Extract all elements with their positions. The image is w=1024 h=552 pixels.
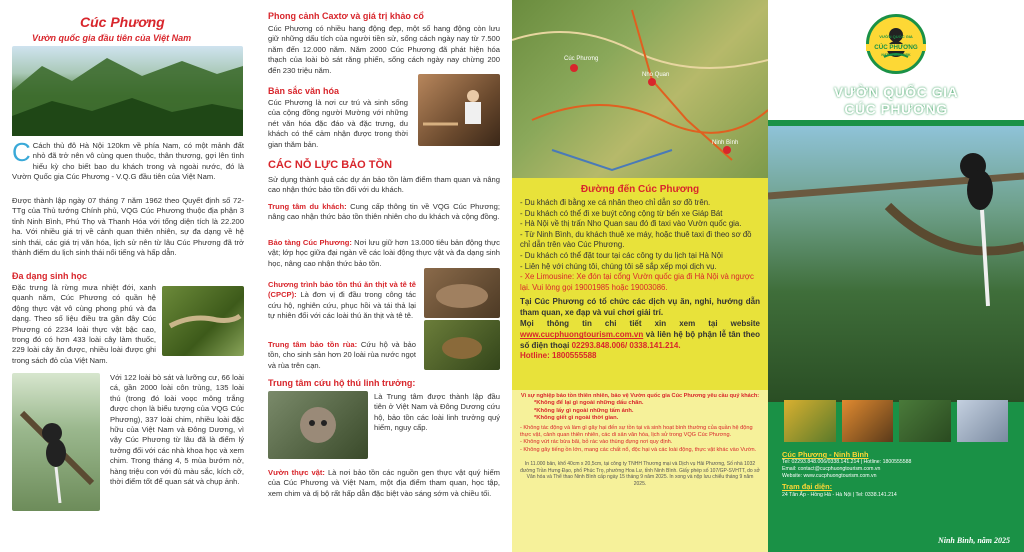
thumb-butterfly <box>784 400 836 442</box>
phone-numbers: 02293.848.006/ 0338.141.214. <box>571 341 681 351</box>
turtle-label: Trung tâm bảo tồn rùa: <box>268 340 358 349</box>
contact-info <box>520 318 760 351</box>
map-shapes <box>512 0 768 178</box>
bio-text-2: Với 122 loài bò sát và lưỡng cư, 66 loài cá, gần 2000 loài côn trùng, 135 loài thú (trong đó loài voọc mông trắng được chọn là biểu tượng của VQG Cúc Phương), 337 loài chim, nhiều loài đặc hữu của Việt Nam và Đông Dương, vì vậy Cúc Phương từ lâu đã là điểm lý tưởng đối với các nhà khoa học và xem chim. Trong tháng 4, 5 mùa bướm nở, hàng triệu con với đủ màu sắc, kích cỡ, thời điểm tốt để quan sát và chụp ảnh. <box>110 373 244 487</box>
route-4: - Từ Ninh Bình, du khách thuê xe máy, hoặc thuê taxi đi theo sơ đồ chỉ dẫn trên vào Cúc Phương. <box>520 229 752 250</box>
rules-title: Vì sự nghiệp bảo tồn thiên nhiên, bảo vệ Vườn quốc gia Cúc Phương yêu cầu quý khách: <box>520 393 760 399</box>
hotline: Hotline: 1800555588 <box>520 351 597 361</box>
imprint: In 11.000 bản, khổ 40cm x 20,5cm, tại công ty TNHH Thương mại và Dịch vụ Hải Phương, Số nhà 1032 đường Trần Hưng Đạo, phố Phúc Trọ, phường Hoa Lư, tỉnh Ninh Bình. Giấy phép số 107/GP-SVHTT, do sở Văn hóa và Thể thao Ninh Bình cấp ngày 15 tháng 9 năm 2025. In xong và nộp lưu chiểu tháng 9 năm 2025. <box>520 460 760 488</box>
contact-web-1[interactable]: Website: www.cucphuongtourism.com.vn <box>782 473 877 479</box>
cpcp-label: Chương trình bảo tồn thú ăn thịt và tê tê (CPCP): <box>268 280 416 300</box>
rule-star-1: *Không để lại gì ngoài những dấu chân. <box>534 400 644 407</box>
services-text: Tại Cúc Phương có tổ chức các dịch vụ ăn, nghỉ, hướng dẫn tham quan, xe đạp và vui chơi giải trí. <box>520 297 760 318</box>
primate-text: Là Trung tâm được thành lập đầu tiên ở Việt Nam và Đông Dương cứu hộ, bảo tồn các loài linh trưởng quý hiếm, nguy cấp. <box>374 392 500 433</box>
route-2: - Du khách có thể đi xe buýt công cộng từ bến xe Giáp Bát <box>520 208 723 218</box>
pangolin-icon <box>424 268 500 318</box>
langur-tree-photo <box>12 373 100 511</box>
cpcp-body: Là đơn vị đi đầu trong công tác cứu hộ, nghiên cứu, phục hồi và tái thả lại tự nhiên đối với các loài thú ăn thịt và tê tê. <box>268 290 416 321</box>
map-label-place2: Nho Quan <box>642 72 670 78</box>
intro-body: Cách thủ đô Hà Nội 120km về phía Nam, có một mảnh đất nhỏ đã trở nên vô cùng quen thuộc, thân thương, gợi lên tình hiếu kỳ cho biết bao du khách trong và ngoài nước, đó là Vườn Quốc gia Cúc Phương - V.Q.G đầu tiên của Việt Nam. <box>12 141 244 182</box>
museum-text <box>268 238 500 269</box>
info-text-2: và liên hệ bộ phận lễ tân theo số điện thoại <box>520 330 760 351</box>
visitor-center-text <box>268 202 500 223</box>
logo-text-name: CÚC PHƯƠNG <box>866 44 926 51</box>
panel-intro <box>0 0 256 552</box>
botanic-label: Vườn thực vật: <box>268 468 325 477</box>
primate-icon <box>268 391 368 459</box>
drop-cap: C <box>12 137 31 167</box>
contact-addr-2: 24 Tân Ấp - Hồng Hà - Hà Nội | Tel: 0338.141.214 <box>782 492 897 498</box>
rule-star-3: *Không giết gì ngoài thời gian. <box>534 415 619 422</box>
thumb-monkey <box>842 400 894 442</box>
mountain-shapes <box>12 46 243 136</box>
map-label-place3: Ninh Bình <box>712 140 739 146</box>
botanic-body: Là nơi bảo tồn các nguồn gen thực vật quý hiếm của Cúc Phương và Việt Nam, một địa điểm tham quan, học tập, xem chim và dị bộ rất hấp dẫn đặc biệt vào sáng sớm và chiều tối. <box>268 468 501 498</box>
thumbnail-row <box>784 400 1008 442</box>
visitor-center-label: Trung tâm du khách: <box>268 202 347 211</box>
logo-text-top: VƯỜN QUỐC GIA <box>879 34 913 39</box>
rule-star-2: *Không lấy gì ngoài những tấm ảnh. <box>534 407 634 414</box>
turtle-icon <box>424 320 500 370</box>
karst-text: Cúc Phương có nhiều hang động đẹp, một số hang động còn lưu giữ những dấu tích của người tiền sử, sống cách ngày nay từ 7.500 năm đến 12.000 năm. Năm 2000 Cúc Phương đã phát hiện hóa thạch của loài bò sát răng phiến, sống cách ngày nay chừng 200 đến 230 triệu năm. <box>268 24 500 75</box>
route-5: - Du khách có thể đặt tour tại các công ty du lịch tại Hà Nội <box>520 250 723 260</box>
map-label-place1: Cúc Phương <box>564 56 599 62</box>
logo-text-sub: NATIONAL PARK <box>881 53 911 57</box>
contact-email-1[interactable]: Email: contact@cucphuongtourism.com.vn <box>782 466 881 472</box>
cpcp-text <box>268 280 416 322</box>
subtitle: Vườn quốc gia đầu tiên của Việt Nam <box>32 33 192 43</box>
panel-cover <box>768 0 1024 552</box>
visitor-center-body: Cung cấp thông tin về VQG Cúc Phương; nâng cao nhận thức bảo tồn thiên nhiên cho du khách và cộng đồng. <box>268 202 500 222</box>
karst-heading: Phong cảnh Caxtơ và giá trị khảo cổ <box>268 11 424 21</box>
route-map <box>512 0 768 178</box>
museum-body: Nơi lưu giữ hơn 13.000 tiêu bản động thực vật; lớp học giữa đại ngàn về các loài động thực vật và đa dạng sinh học, nâng cao nhận thức bảo tồn. <box>268 238 500 268</box>
history-text: Được thành lập ngày 07 tháng 7 năm 1962 theo Quyết định số 72-TTg của Thủ tướng Chính phủ, VQG Cúc Phương thuộc địa phận 3 tỉnh Ninh Bình, Phú Thọ và Thanh Hóa với tổng diện tích là 22.200 ha. Với nhiều giá trị về cảnh quan thiên nhiên, sự đa dạng về hệ sinh thái, các giá trị văn hóa, lịch sử nên từ lâu Cúc Phương đã trở thành điểm du lịch sinh thái nổi tiếng và hấp dẫn. <box>12 196 244 258</box>
turtle-photo <box>424 320 500 370</box>
route-1: - Du khách đi bằng xe cá nhân theo chỉ dẫn sơ đồ trên. <box>520 198 711 207</box>
conservation-heading: CÁC NỖ LỰC BẢO TỒN <box>268 159 393 171</box>
langur-icon <box>12 373 100 511</box>
route-3: - Hà Nội về thị trấn Nho Quan sau đó đi taxi vào Vườn quốc gia. <box>520 219 742 229</box>
intro-text <box>12 137 244 183</box>
cover-title-1: VƯỜN QUỐC GIA <box>833 84 959 100</box>
bio-text-1: Đặc trưng là rừng mưa nhiệt đới, xanh quanh năm, Cúc Phương có quần hệ động thực vật vô cùng phong phú và đa dạng. Theo số liệu điều tra gần đây Cúc Phương có 2234 loài thực vật bậc cao, trong đó có hơn 433 loài cây làm thuốc, 229 loài cây ăn được, nhiều loài được ghi trong sách đỏ của Việt Nam. <box>12 283 156 365</box>
cover-title-2: CÚC PHƯƠNG <box>844 101 948 117</box>
langur-cover-icon <box>768 126 1024 402</box>
contact-tel-1: Tel: 02293.848.006/0338.141.214 | Hotline: 1800555588 <box>782 459 912 465</box>
culture-text: Cúc Phương là nơi cư trú và sinh sống của cộng đồng người Mường với những nét văn hóa đặc đáo và đặc trưng, du khách có thể cảm nhận được trong thời gian thăm bản. <box>268 98 408 149</box>
thumb-flower <box>957 400 1009 442</box>
turtle-body: Cứu hộ và bảo tồn, cho sinh sản hơn 20 loài rùa nước ngọt và rùa trên cạn. <box>268 340 416 370</box>
rules-box <box>512 390 768 552</box>
primate-photo <box>268 391 368 459</box>
cover-footer: Ninh Bình, năm 2025 <box>937 536 1010 545</box>
contact-name-2: Trạm đại diện: <box>782 482 833 491</box>
info-text: Mọi thông tin chi tiết xin xem tại website <box>520 319 760 329</box>
mountain-photo <box>12 46 243 136</box>
lizard-icon <box>162 286 244 356</box>
rule-1: - Không tác động và làm gì gây hại đến sự tồn tại và sinh hoạt bình thường của quần hệ động thực vật, cảnh quan thiên nhiên, các di sản văn hóa, lịch sử trong VQG Cúc Phương. <box>520 424 753 439</box>
rule-3: - Không gây tiếng ồn lớn, mang các chất nổ, độc hại và các loài động, thực vật khác vào Vườn. <box>520 446 757 453</box>
turtle-text <box>268 340 416 371</box>
thumb-forest <box>899 400 951 442</box>
route-6: - Liên hệ với chúng tôi, chúng tôi sẽ sắp xếp mọi dịch vụ. <box>520 261 717 271</box>
website-link[interactable]: www.cucphuongtourism.com.vn <box>520 330 644 340</box>
route-title: Đường đến Cúc Phương <box>580 184 700 195</box>
conservation-text: Sử dụng thành quả các dự án bảo tồn làm điểm tham quan và nâng cao nhận thức bảo tồn đối với du khách. <box>268 175 500 195</box>
botanic-text <box>268 468 500 499</box>
contact-name-1: Cúc Phương - Ninh Bình <box>782 450 869 459</box>
bio-heading: Đa dạng sinh học <box>12 271 88 281</box>
weaver-icon <box>418 74 500 146</box>
culture-heading: Bản sắc văn hóa <box>268 86 340 96</box>
panel-conservation <box>256 0 512 552</box>
museum-label: Bảo tàng Cúc Phương: <box>268 238 352 247</box>
pangolin-photo <box>424 268 500 318</box>
primate-heading: Trung tâm cứu hộ thú linh trưởng: <box>268 378 416 388</box>
route-box <box>512 178 768 390</box>
panel-map-routes <box>512 0 768 552</box>
lizard-photo <box>162 286 244 356</box>
limousine-info: - Xe Limousine: Xe đón tại cổng Vườn quốc gia đi Hà Nội và ngược lại. Vui lòng gọi 19001985 hoặc 19003086. <box>520 272 754 292</box>
title-cuc-phuong: Cúc Phương <box>80 14 165 30</box>
cover-photo <box>768 126 1024 402</box>
rule-2: - Không vứt rác bừa bãi, bỏ rác vào thùng đựng nơi quy định. <box>520 439 673 446</box>
weaving-photo <box>418 74 500 146</box>
